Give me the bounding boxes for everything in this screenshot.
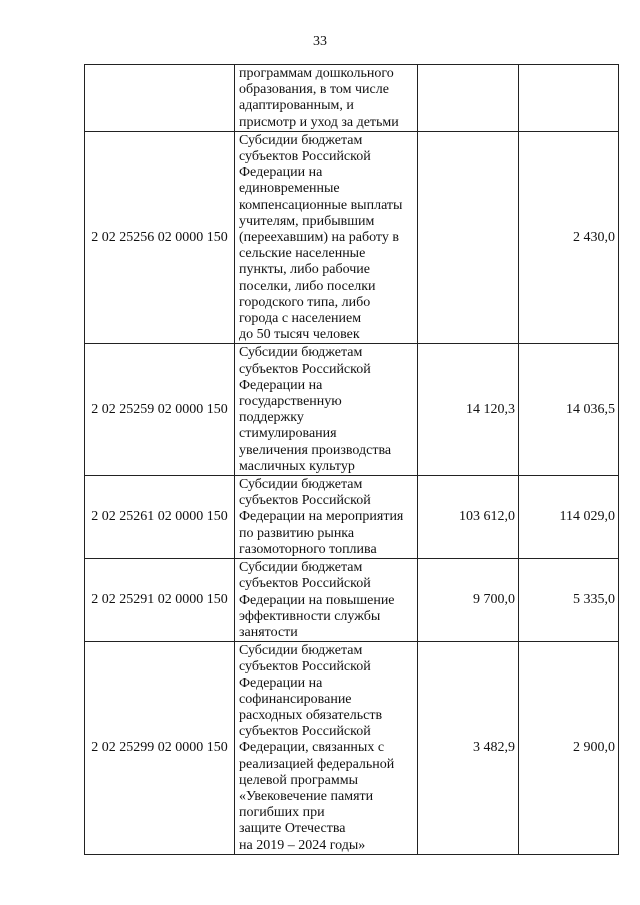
- value-cell-second-year: [519, 65, 619, 132]
- revenue-code-cell: [85, 65, 235, 132]
- revenue-name-cell: Субсидии бюджетам субъектов Российской Федерации на единовременные компенсационные выплаты учителям, прибывшим (переехавшим) на работу в сельские населенные пункты, либо рабочие поселки, либо поселки городского типа, либо города с населением до 50 тысяч человек: [235, 131, 418, 344]
- value-cell-second-year: 2 900,0: [519, 642, 619, 855]
- revenue-code-cell: 2 02 25256 02 0000 150: [85, 131, 235, 344]
- value-cell-first-year: 3 482,9: [418, 642, 519, 855]
- page-number: 33: [313, 34, 327, 49]
- revenue-code-cell: 2 02 25299 02 0000 150: [85, 642, 235, 855]
- revenue-code-cell: 2 02 25291 02 0000 150: [85, 559, 235, 642]
- table-row: [85, 559, 619, 642]
- revenue-name-cell: Субсидии бюджетам субъектов Российской Федерации на государственную поддержку стимулирования увеличения производства масличных культур: [235, 344, 418, 476]
- value-cell-first-year: 103 612,0: [418, 476, 519, 559]
- value-cell-second-year: 14 036,5: [519, 344, 619, 476]
- table-row: [85, 65, 619, 132]
- table-row: [85, 642, 619, 855]
- revenue-name-cell: программам дошкольного образования, в том числе адаптированным, и присмотр и уход за детьми: [235, 65, 418, 132]
- revenue-code-cell: 2 02 25261 02 0000 150: [85, 476, 235, 559]
- value-cell-first-year: 9 700,0: [418, 559, 519, 642]
- revenue-name-cell: Субсидии бюджетам субъектов Российской Федерации на софинансирование расходных обязательств субъектов Российской Федерации, связанных с реализацией федеральной целевой программы «Увековечение памяти погибших при защите Отечества на 2019 – 2024 годы»: [235, 642, 418, 855]
- value-cell-second-year: 2 430,0: [519, 131, 619, 344]
- table-row: [85, 344, 619, 476]
- table-row: [85, 131, 619, 344]
- revenue-name-cell: Субсидии бюджетам субъектов Российской Федерации на мероприятия по развитию рынка газомоторного топлива: [235, 476, 418, 559]
- revenue-code-cell: 2 02 25259 02 0000 150: [85, 344, 235, 476]
- value-cell-second-year: 114 029,0: [519, 476, 619, 559]
- value-cell-second-year: 5 335,0: [519, 559, 619, 642]
- value-cell-first-year: [418, 65, 519, 132]
- budget-revenue-table: [84, 64, 619, 855]
- revenue-name-cell: Субсидии бюджетам субъектов Российской Федерации на повышение эффективности службы занятости: [235, 559, 418, 642]
- value-cell-first-year: 14 120,3: [418, 344, 519, 476]
- value-cell-first-year: [418, 131, 519, 344]
- table-row: [85, 476, 619, 559]
